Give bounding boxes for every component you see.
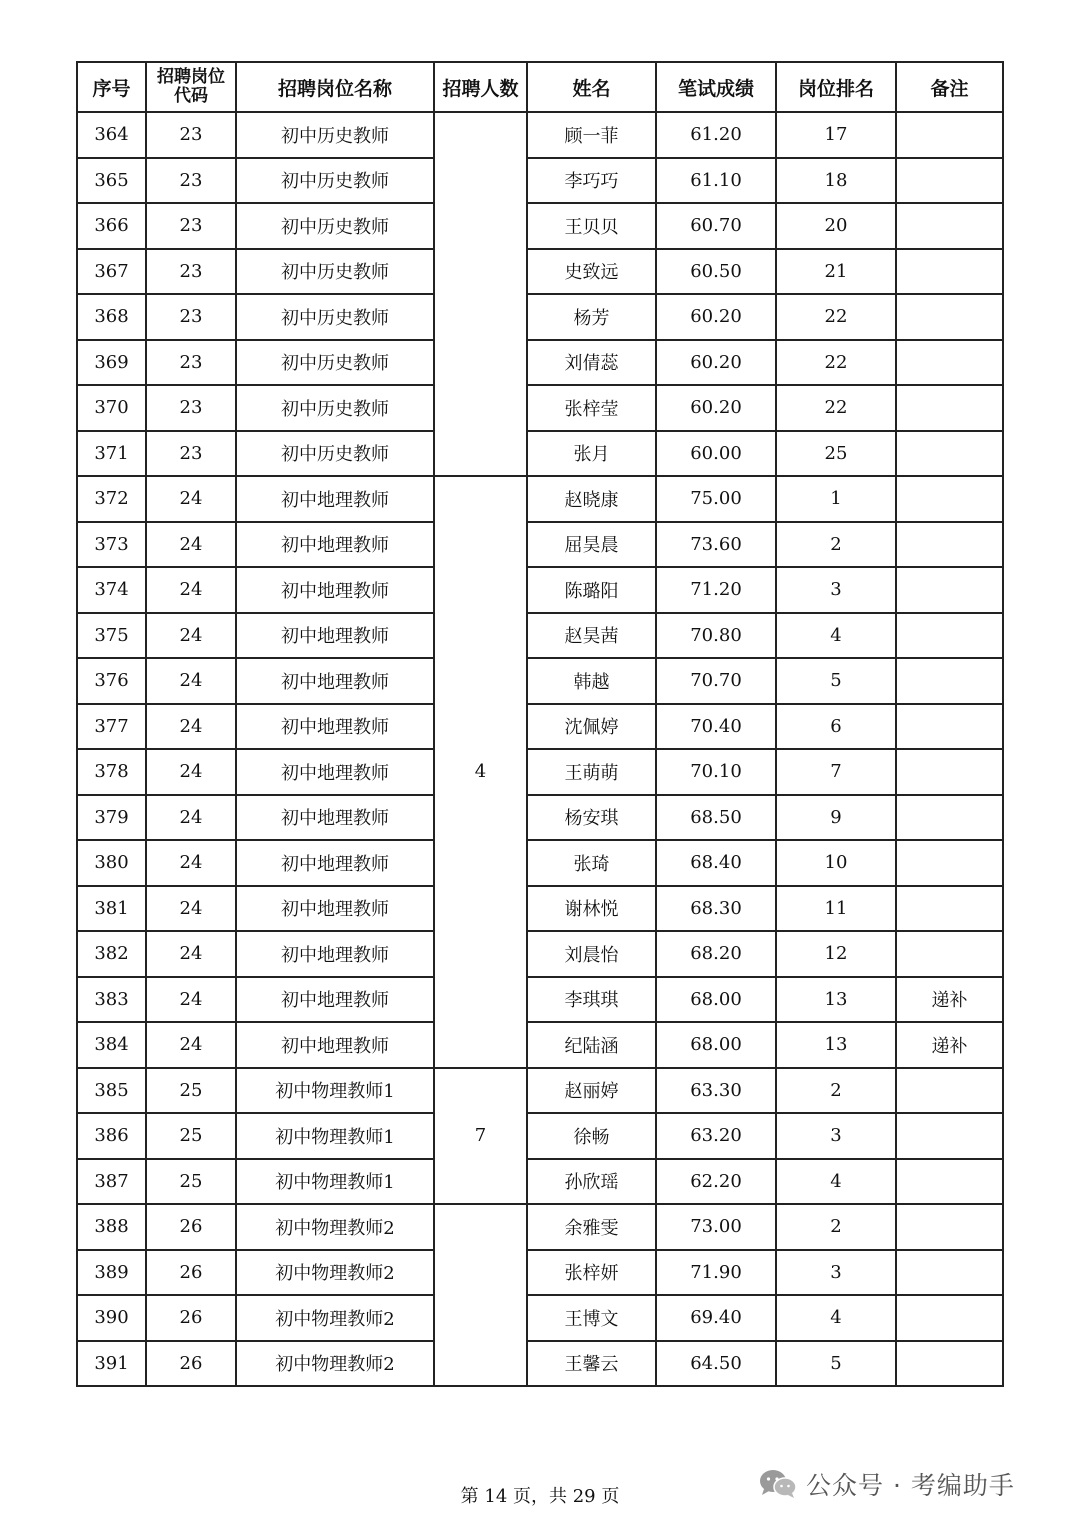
cell-score: 68.00 — [656, 1022, 776, 1068]
cell-seq: 376 — [77, 658, 146, 704]
cell-rank: 1 — [776, 476, 896, 522]
cell-seq: 375 — [77, 613, 146, 659]
cell-post-name: 初中地理教师 — [236, 613, 434, 659]
cell-seq: 372 — [77, 476, 146, 522]
cell-score: 70.40 — [656, 704, 776, 750]
cell-post-name: 初中历史教师 — [236, 112, 434, 158]
table-row — [77, 1113, 1003, 1159]
table-row — [77, 567, 1003, 613]
cell-post-name: 初中历史教师 — [236, 385, 434, 431]
cell-score: 61.10 — [656, 158, 776, 204]
cell-note — [896, 749, 1003, 795]
table-row — [77, 704, 1003, 750]
cell-post-name: 初中地理教师 — [236, 749, 434, 795]
cell-note — [896, 249, 1003, 295]
table-row — [77, 249, 1003, 295]
cell-score: 73.00 — [656, 1204, 776, 1250]
cell-post-name: 初中地理教师 — [236, 704, 434, 750]
cell-post-code: 26 — [146, 1295, 236, 1341]
cell-rank: 3 — [776, 1113, 896, 1159]
table-row — [77, 203, 1003, 249]
cell-seq: 386 — [77, 1113, 146, 1159]
table-row — [77, 522, 1003, 568]
cell-note — [896, 112, 1003, 158]
table-row — [77, 431, 1003, 477]
cell-score: 70.80 — [656, 613, 776, 659]
cell-seq: 373 — [77, 522, 146, 568]
cell-seq: 380 — [77, 840, 146, 886]
cell-rank: 12 — [776, 931, 896, 977]
cell-note: 递补 — [896, 1022, 1003, 1068]
cell-score: 71.90 — [656, 1250, 776, 1296]
cell-post-code: 24 — [146, 749, 236, 795]
cell-score: 73.60 — [656, 522, 776, 568]
cell-rank: 4 — [776, 613, 896, 659]
cell-note — [896, 840, 1003, 886]
table-row — [77, 1250, 1003, 1296]
cell-note — [896, 522, 1003, 568]
cell-score: 60.20 — [656, 294, 776, 340]
cell-name: 张月 — [527, 431, 656, 477]
cell-rank: 5 — [776, 658, 896, 704]
cell-score: 68.20 — [656, 931, 776, 977]
cell-note — [896, 886, 1003, 932]
cell-post-code: 24 — [146, 795, 236, 841]
table-row — [77, 1341, 1003, 1387]
cell-name: 史致远 — [527, 249, 656, 295]
cell-post-code: 24 — [146, 840, 236, 886]
cell-rank: 2 — [776, 522, 896, 568]
cell-post-code: 25 — [146, 1068, 236, 1114]
header-rank: 岗位排名 — [776, 62, 896, 112]
table-row — [77, 1022, 1003, 1068]
cell-post-name: 初中物理教师1 — [236, 1113, 434, 1159]
table-row — [77, 112, 1003, 158]
cell-seq: 383 — [77, 977, 146, 1023]
cell-post-name: 初中地理教师 — [236, 567, 434, 613]
page-footer: 第 14 页，共 29 页 — [460, 1486, 620, 1507]
cell-score: 60.50 — [656, 249, 776, 295]
cell-score: 69.40 — [656, 1295, 776, 1341]
header-row — [77, 62, 1003, 112]
cell-post-code: 24 — [146, 977, 236, 1023]
cell-rank: 18 — [776, 158, 896, 204]
cell-rank: 3 — [776, 567, 896, 613]
cell-rank: 2 — [776, 1204, 896, 1250]
cell-score: 68.30 — [656, 886, 776, 932]
cell-seq: 385 — [77, 1068, 146, 1114]
cell-seq: 367 — [77, 249, 146, 295]
cell-note — [896, 567, 1003, 613]
table-row — [77, 613, 1003, 659]
cell-post-name: 初中历史教师 — [236, 158, 434, 204]
cell-seq: 378 — [77, 749, 146, 795]
cell-rank: 4 — [776, 1295, 896, 1341]
cell-post-name: 初中地理教师 — [236, 1022, 434, 1068]
table-row — [77, 1068, 1003, 1114]
cell-post-name: 初中物理教师1 — [236, 1159, 434, 1205]
cell-name: 李琪琪 — [527, 977, 656, 1023]
cell-post-code: 24 — [146, 704, 236, 750]
cell-name: 刘倩蕊 — [527, 340, 656, 386]
table-row — [77, 158, 1003, 204]
cell-note — [896, 931, 1003, 977]
cell-name: 刘晨怡 — [527, 931, 656, 977]
cell-post-code: 25 — [146, 1159, 236, 1205]
cell-rank: 9 — [776, 795, 896, 841]
cell-post-code: 24 — [146, 931, 236, 977]
cell-rank: 22 — [776, 385, 896, 431]
cell-seq: 368 — [77, 294, 146, 340]
cell-note — [896, 795, 1003, 841]
cell-name: 张琦 — [527, 840, 656, 886]
header-post-name: 招聘岗位名称 — [236, 62, 434, 112]
cell-post-name: 初中地理教师 — [236, 795, 434, 841]
cell-rank: 22 — [776, 340, 896, 386]
cell-post-name: 初中地理教师 — [236, 886, 434, 932]
cell-name: 陈璐阳 — [527, 567, 656, 613]
cell-rank: 13 — [776, 1022, 896, 1068]
cell-note — [896, 1113, 1003, 1159]
cell-post-code: 24 — [146, 567, 236, 613]
cell-post-code: 23 — [146, 112, 236, 158]
cell-score: 68.00 — [656, 977, 776, 1023]
header-name: 姓名 — [527, 62, 656, 112]
cell-seq: 382 — [77, 931, 146, 977]
table-row — [77, 658, 1003, 704]
cell-name: 王贝贝 — [527, 203, 656, 249]
cell-seq: 391 — [77, 1341, 146, 1387]
cell-seq: 374 — [77, 567, 146, 613]
cell-post-code: 24 — [146, 1022, 236, 1068]
cell-score: 68.40 — [656, 840, 776, 886]
results-table — [76, 61, 1004, 1387]
cell-note: 递补 — [896, 977, 1003, 1023]
cell-name: 赵昊茜 — [527, 613, 656, 659]
cell-post-name: 初中物理教师2 — [236, 1295, 434, 1341]
cell-rank: 11 — [776, 886, 896, 932]
cell-note — [896, 613, 1003, 659]
cell-note — [896, 431, 1003, 477]
cell-post-code: 24 — [146, 613, 236, 659]
cell-note — [896, 294, 1003, 340]
cell-post-name: 初中历史教师 — [236, 203, 434, 249]
cell-name: 张梓莹 — [527, 385, 656, 431]
cell-name: 徐畅 — [527, 1113, 656, 1159]
cell-score: 62.20 — [656, 1159, 776, 1205]
cell-post-name: 初中地理教师 — [236, 476, 434, 522]
cell-score: 60.20 — [656, 385, 776, 431]
cell-post-name: 初中地理教师 — [236, 658, 434, 704]
cell-rank: 7 — [776, 749, 896, 795]
cell-rank: 2 — [776, 1068, 896, 1114]
cell-seq: 365 — [77, 158, 146, 204]
cell-name: 李巧巧 — [527, 158, 656, 204]
cell-name: 余雅雯 — [527, 1204, 656, 1250]
cell-post-name: 初中历史教师 — [236, 249, 434, 295]
cell-score: 63.30 — [656, 1068, 776, 1114]
cell-seq: 379 — [77, 795, 146, 841]
cell-seq: 387 — [77, 1159, 146, 1205]
cell-score: 61.20 — [656, 112, 776, 158]
cell-score: 60.20 — [656, 340, 776, 386]
cell-post-name: 初中物理教师1 — [236, 1068, 434, 1114]
header-post-code — [146, 62, 236, 112]
cell-rank: 4 — [776, 1159, 896, 1205]
cell-note — [896, 1295, 1003, 1341]
table-row — [77, 886, 1003, 932]
cell-post-code: 24 — [146, 886, 236, 932]
cell-hire-count: 7 — [434, 1068, 527, 1205]
cell-seq: 390 — [77, 1295, 146, 1341]
table-row — [77, 931, 1003, 977]
cell-seq: 371 — [77, 431, 146, 477]
cell-rank: 22 — [776, 294, 896, 340]
table-body — [77, 112, 1003, 1386]
cell-score: 60.00 — [656, 431, 776, 477]
cell-rank: 21 — [776, 249, 896, 295]
table-row — [77, 476, 1003, 522]
cell-rank: 25 — [776, 431, 896, 477]
cell-rank: 3 — [776, 1250, 896, 1296]
cell-seq: 369 — [77, 340, 146, 386]
cell-post-name: 初中地理教师 — [236, 840, 434, 886]
cell-note — [896, 1250, 1003, 1296]
cell-note — [896, 1341, 1003, 1387]
table-row — [77, 840, 1003, 886]
table-row — [77, 294, 1003, 340]
cell-post-code: 23 — [146, 203, 236, 249]
cell-post-name: 初中地理教师 — [236, 931, 434, 977]
cell-rank: 6 — [776, 704, 896, 750]
cell-score: 63.20 — [656, 1113, 776, 1159]
cell-post-code: 24 — [146, 658, 236, 704]
header-seq: 序号 — [77, 62, 146, 112]
table-row — [77, 340, 1003, 386]
cell-score: 70.10 — [656, 749, 776, 795]
cell-name: 杨安琪 — [527, 795, 656, 841]
cell-note — [896, 704, 1003, 750]
watermark-text: 公众号 · 考编助手 — [806, 1471, 1015, 1500]
cell-note — [896, 158, 1003, 204]
table-row — [77, 977, 1003, 1023]
cell-post-name: 初中物理教师2 — [236, 1250, 434, 1296]
cell-seq: 389 — [77, 1250, 146, 1296]
cell-rank: 13 — [776, 977, 896, 1023]
cell-seq: 381 — [77, 886, 146, 932]
cell-post-code: 26 — [146, 1341, 236, 1387]
cell-score: 64.50 — [656, 1341, 776, 1387]
cell-rank: 10 — [776, 840, 896, 886]
cell-name: 纪陆涵 — [527, 1022, 656, 1068]
cell-rank: 17 — [776, 112, 896, 158]
table-row — [77, 1204, 1003, 1250]
cell-post-code: 23 — [146, 340, 236, 386]
wechat-icon — [758, 1468, 798, 1500]
cell-name: 王馨云 — [527, 1341, 656, 1387]
cell-post-code: 23 — [146, 294, 236, 340]
table-row — [77, 749, 1003, 795]
cell-seq: 370 — [77, 385, 146, 431]
cell-post-name: 初中物理教师2 — [236, 1204, 434, 1250]
cell-post-code: 23 — [146, 431, 236, 477]
cell-post-name: 初中物理教师2 — [236, 1341, 434, 1387]
cell-score: 70.70 — [656, 658, 776, 704]
cell-seq: 366 — [77, 203, 146, 249]
cell-seq: 388 — [77, 1204, 146, 1250]
cell-post-code: 23 — [146, 158, 236, 204]
watermark — [758, 1466, 1015, 1502]
cell-score: 68.50 — [656, 795, 776, 841]
cell-name: 张梓妍 — [527, 1250, 656, 1296]
cell-post-name: 初中历史教师 — [236, 431, 434, 477]
cell-note — [896, 476, 1003, 522]
cell-note — [896, 1204, 1003, 1250]
cell-seq: 384 — [77, 1022, 146, 1068]
cell-rank: 20 — [776, 203, 896, 249]
table-row — [77, 385, 1003, 431]
cell-post-code: 26 — [146, 1204, 236, 1250]
cell-post-name: 初中历史教师 — [236, 340, 434, 386]
header-hire-count: 招聘人数 — [434, 62, 527, 112]
cell-post-code: 25 — [146, 1113, 236, 1159]
cell-rank: 5 — [776, 1341, 896, 1387]
cell-name: 沈佩婷 — [527, 704, 656, 750]
header-post-code-line2: 代码 — [174, 86, 208, 106]
cell-post-name: 初中地理教师 — [236, 977, 434, 1023]
cell-name: 孙欣瑶 — [527, 1159, 656, 1205]
cell-note — [896, 340, 1003, 386]
cell-name: 赵晓康 — [527, 476, 656, 522]
cell-post-code: 24 — [146, 522, 236, 568]
cell-hire-count — [434, 112, 527, 476]
table-row — [77, 1295, 1003, 1341]
cell-name: 谢林悦 — [527, 886, 656, 932]
cell-post-code: 24 — [146, 476, 236, 522]
table-row — [77, 1159, 1003, 1205]
cell-name: 顾一菲 — [527, 112, 656, 158]
cell-hire-count — [434, 1204, 527, 1386]
cell-name: 赵丽婷 — [527, 1068, 656, 1114]
header-note: 备注 — [896, 62, 1003, 112]
cell-score: 71.20 — [656, 567, 776, 613]
cell-post-code: 23 — [146, 385, 236, 431]
cell-hire-count: 4 — [434, 476, 527, 1068]
cell-note — [896, 1068, 1003, 1114]
cell-name: 屈昊晨 — [527, 522, 656, 568]
cell-name: 杨芳 — [527, 294, 656, 340]
table-row — [77, 795, 1003, 841]
cell-name: 王萌萌 — [527, 749, 656, 795]
cell-post-code: 23 — [146, 249, 236, 295]
cell-note — [896, 658, 1003, 704]
cell-name: 韩越 — [527, 658, 656, 704]
cell-note — [896, 385, 1003, 431]
cell-seq: 364 — [77, 112, 146, 158]
cell-note — [896, 1159, 1003, 1205]
cell-post-name: 初中地理教师 — [236, 522, 434, 568]
cell-score: 75.00 — [656, 476, 776, 522]
cell-post-name: 初中历史教师 — [236, 294, 434, 340]
cell-note — [896, 203, 1003, 249]
header-score: 笔试成绩 — [656, 62, 776, 112]
cell-seq: 377 — [77, 704, 146, 750]
cell-post-code: 26 — [146, 1250, 236, 1296]
cell-score: 60.70 — [656, 203, 776, 249]
cell-name: 王博文 — [527, 1295, 656, 1341]
header-post-code-line1: 招聘岗位 — [157, 67, 225, 87]
